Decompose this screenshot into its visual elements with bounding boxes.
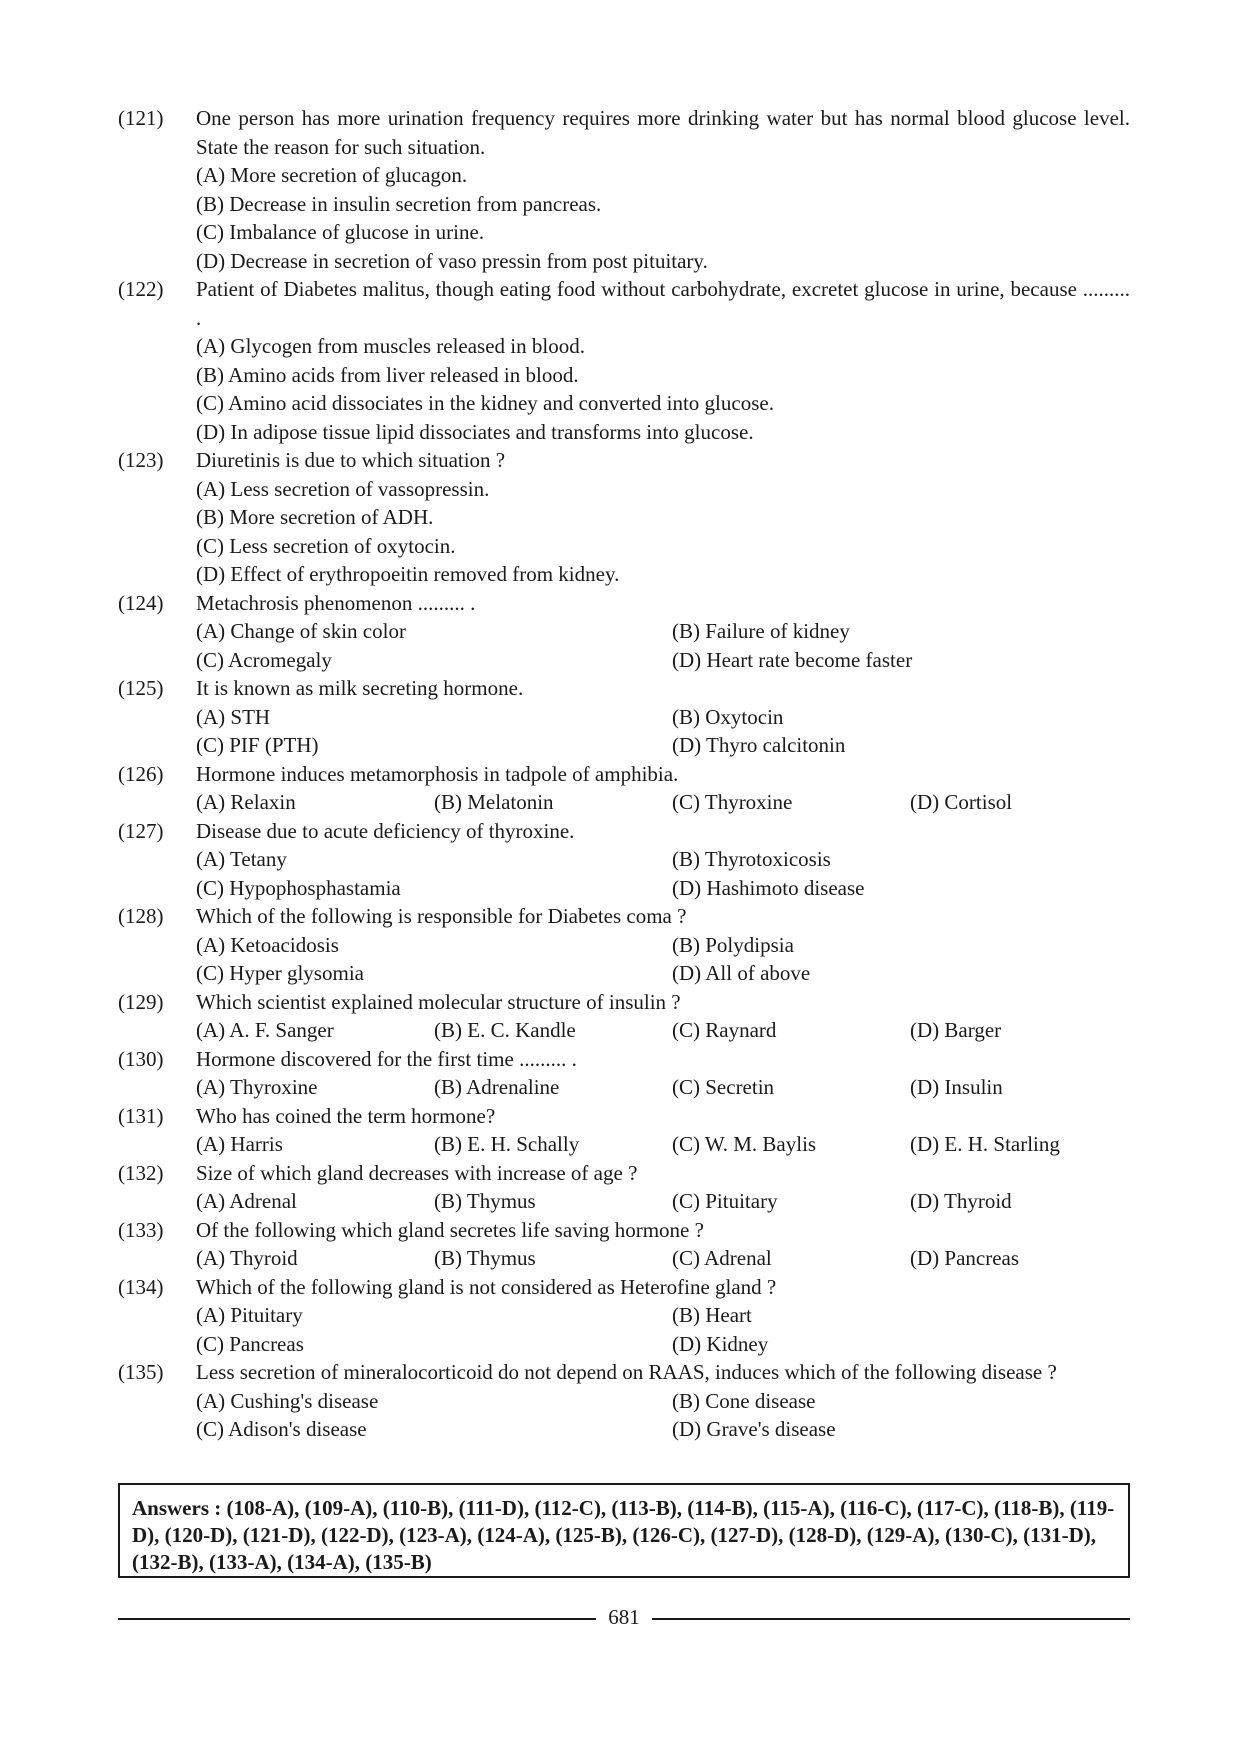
question-text: Diuretinis is due to which situation ?: [196, 448, 506, 472]
answer-option: (D) Barger: [910, 1018, 1002, 1042]
answer-option: (C) Hyper glysomia: [196, 961, 364, 985]
answer-option: (C) Less secretion of oxytocin.: [196, 533, 456, 558]
question-body: [196, 902, 1130, 988]
answer-option: (C) Thyroxine: [672, 790, 793, 814]
answer-option: (C) Pituitary: [672, 1189, 778, 1213]
answer-option: (B) E. C. Kandle: [434, 1018, 576, 1042]
answer-option: (B) Thymus: [434, 1189, 536, 1213]
option-list: [196, 1244, 1130, 1273]
option-list: [196, 332, 1130, 446]
answer-option: (D) Kidney: [672, 1331, 769, 1356]
question-text: Which of the following gland is not considered as Heterofine gland ?: [196, 1274, 777, 1299]
answer-option: (A) Thyroxine: [196, 1075, 318, 1099]
answer-option: (D) Decrease in secretion of vaso pressin from post pituitary.: [196, 248, 708, 273]
answer-option: (D) In adipose tissue lipid dissociates and transforms into glucose.: [196, 419, 754, 444]
answer-option: (A) Change of skin color: [196, 619, 406, 643]
question-body: [196, 446, 1130, 589]
question-item: [118, 760, 1130, 817]
question-body: [196, 1358, 1130, 1444]
question-body: [196, 1102, 1130, 1159]
question-text: Less secretion of mineralocorticoid do not depend on RAAS, induces which of the following disease ?: [196, 1360, 1057, 1384]
question-number: (123): [118, 448, 164, 472]
answer-option: (B) Heart: [672, 1303, 752, 1327]
question-number: (132): [118, 1160, 164, 1185]
answer-option: (B) Thymus: [434, 1246, 536, 1270]
question-number: (128): [118, 904, 164, 928]
answer-option: (D) Heart rate become faster: [672, 647, 913, 672]
question-text: Size of which gland decreases with increase of age ?: [196, 1160, 638, 1185]
option-list: [196, 1073, 1130, 1102]
question-item: [118, 1273, 1130, 1359]
answer-option: (B) Amino acids from liver released in blood.: [196, 362, 579, 387]
answer-option: (C) Adison's disease: [196, 1417, 367, 1441]
question-number: (129): [118, 989, 164, 1014]
question-text: Which of the following is responsible for Diabetes coma ?: [196, 904, 687, 928]
question-body: [196, 589, 1130, 675]
answer-option: (C) Secretin: [672, 1075, 775, 1099]
question-number: (130): [118, 1046, 164, 1071]
answer-option: (D) Thyro calcitonin: [672, 733, 846, 757]
option-list: [196, 1130, 1130, 1159]
answer-option: (B) Oxytocin: [672, 704, 784, 729]
question-text: Of the following which gland secretes life saving hormone ?: [196, 1217, 704, 1242]
answer-option: (A) Harris: [196, 1132, 283, 1156]
answer-option: (A) Tetany: [196, 847, 287, 871]
answer-option: (A) Glycogen from muscles released in blood.: [196, 334, 585, 358]
answer-option: (C) Raynard: [672, 1018, 777, 1042]
question-item: [118, 275, 1130, 446]
question-list: [118, 104, 1130, 1444]
answer-option: (A) Adrenal: [196, 1189, 297, 1213]
question-item: [118, 446, 1130, 589]
question-item: [118, 1358, 1130, 1444]
answer-option: (C) Hypophosphastamia: [196, 875, 401, 900]
question-body: [196, 988, 1130, 1045]
question-number: (126): [118, 761, 164, 786]
option-list: [196, 931, 1130, 988]
question-text: Disease due to acute deficiency of thyroxine.: [196, 818, 575, 843]
question-item: [118, 589, 1130, 675]
option-list: [196, 703, 1130, 760]
page-number: 681: [608, 1605, 640, 1629]
question-item: [118, 988, 1130, 1045]
question-body: [196, 817, 1130, 903]
option-list: [196, 475, 1130, 589]
footer-rule-right: [652, 1618, 1130, 1620]
question-item: [118, 674, 1130, 760]
answer-option: (D) Thyroid: [910, 1189, 1012, 1213]
answer-option: (D) Pancreas: [910, 1246, 1020, 1270]
question-item: [118, 104, 1130, 275]
answer-key-text: (108-A), (109-A), (110-B), (111-D), (112-C), (113-B), (114-B), (115-A), (116-C), (117-C), (118-B), (119-D), (120-D), (121-D), (122-D), (123-A), (124-A), (125-B), (126-C), (127-D), (128-D), (129-A), (130-C), (131-D), (132-B), (133-A), (134-A), (135-B): [132, 1496, 1115, 1574]
question-body: [196, 275, 1130, 446]
answer-option: (D) Insulin: [910, 1075, 1003, 1099]
question-body: [196, 1045, 1130, 1102]
question-body: [196, 1216, 1130, 1273]
question-item: [118, 817, 1130, 903]
answer-option: (A) More secretion of glucagon.: [196, 163, 468, 187]
answer-option: (A) Thyroid: [196, 1246, 298, 1270]
question-number: (133): [118, 1217, 164, 1242]
question-item: [118, 1045, 1130, 1102]
answer-option: (A) Cushing's disease: [196, 1388, 379, 1413]
question-number: (125): [118, 676, 164, 700]
option-list: [196, 1187, 1130, 1216]
answer-option: (D) All of above: [672, 961, 811, 985]
option-list: [196, 1387, 1130, 1444]
answer-option: (C) PIF (PTH): [196, 733, 319, 757]
question-text: It is known as milk secreting hormone.: [196, 676, 524, 700]
question-text: Which scientist explained molecular structure of insulin ?: [196, 989, 681, 1014]
question-item: [118, 1159, 1130, 1216]
answer-option: (B) Cone disease: [672, 1388, 816, 1413]
answer-option: (D) Cortisol: [910, 790, 1013, 814]
question-body: [196, 1273, 1130, 1359]
answer-option: (C) W. M. Baylis: [672, 1132, 817, 1156]
answer-option: (D) Hashimoto disease: [672, 875, 865, 900]
answer-option: (A) Pituitary: [196, 1303, 303, 1327]
question-item: [118, 1102, 1130, 1159]
option-list: [196, 1301, 1130, 1358]
answer-key-box: [118, 1483, 1130, 1578]
answer-option: (D) Grave's disease: [672, 1417, 836, 1441]
answer-option: (D) E. H. Starling: [910, 1132, 1060, 1156]
answer-option: (A) STH: [196, 704, 271, 729]
question-body: [196, 104, 1130, 275]
answer-option: (C) Pancreas: [196, 1331, 304, 1356]
answer-option: (C) Imbalance of glucose in urine.: [196, 220, 485, 244]
question-text: Who has coined the term hormone?: [196, 1103, 496, 1128]
option-list: [196, 788, 1130, 817]
answer-option: (B) Adrenaline: [434, 1075, 560, 1099]
option-list: [196, 845, 1130, 902]
answer-option: (B) E. H. Schally: [434, 1132, 580, 1156]
option-list: [196, 617, 1130, 674]
answer-option: (A) Relaxin: [196, 790, 296, 814]
answer-option: (D) Effect of erythropoeitin removed from kidney.: [196, 562, 620, 586]
answer-option: (A) A. F. Sanger: [196, 1018, 334, 1042]
question-number: (131): [118, 1103, 164, 1128]
question-number: (122): [118, 277, 164, 301]
answer-option: (B) Melatonin: [434, 790, 554, 814]
question-number: (127): [118, 818, 164, 843]
answer-option: (B) Failure of kidney: [672, 619, 850, 643]
question-number: (135): [118, 1360, 164, 1384]
question-item: [118, 1216, 1130, 1273]
page-footer: [118, 1603, 1130, 1631]
question-number: (121): [118, 106, 164, 130]
answer-option: (C) Acromegaly: [196, 647, 332, 672]
answer-option: (B) Thyrotoxicosis: [672, 847, 831, 871]
question-body: [196, 760, 1130, 817]
question-text: Hormone discovered for the first time ......... .: [196, 1046, 577, 1071]
answer-option: (B) Decrease in insulin secretion from pancreas.: [196, 191, 602, 216]
question-body: [196, 674, 1130, 760]
option-list: [196, 1016, 1130, 1045]
question-body: [196, 1159, 1130, 1216]
answer-option: (A) Ketoacidosis: [196, 932, 339, 957]
answer-option: (A) Less secretion of vassopressin.: [196, 476, 490, 501]
question-text: Metachrosis phenomenon ......... .: [196, 590, 476, 615]
question-number: (124): [118, 590, 164, 615]
answer-option: (B) Polydipsia: [672, 932, 794, 957]
question-number: (134): [118, 1274, 164, 1299]
question-text: Patient of Diabetes malitus, though eating food without carbohydrate, excretet glucose in urine, because ......... .: [196, 277, 1130, 330]
question-text: Hormone induces metamorphosis in tadpole of amphibia.: [196, 761, 679, 786]
answer-option: (C) Adrenal: [672, 1246, 772, 1270]
footer-rule-left: [118, 1618, 596, 1620]
question-item: [118, 902, 1130, 988]
answer-option: (C) Amino acid dissociates in the kidney and converted into glucose.: [196, 391, 774, 415]
option-list: [196, 161, 1130, 275]
answer-key-label: Answers :: [132, 1496, 222, 1520]
question-text: One person has more urination frequency requires more drinking water but has normal blood glucose level. State the reason for such situation.: [196, 106, 1130, 159]
answer-option: (B) More secretion of ADH.: [196, 505, 434, 529]
